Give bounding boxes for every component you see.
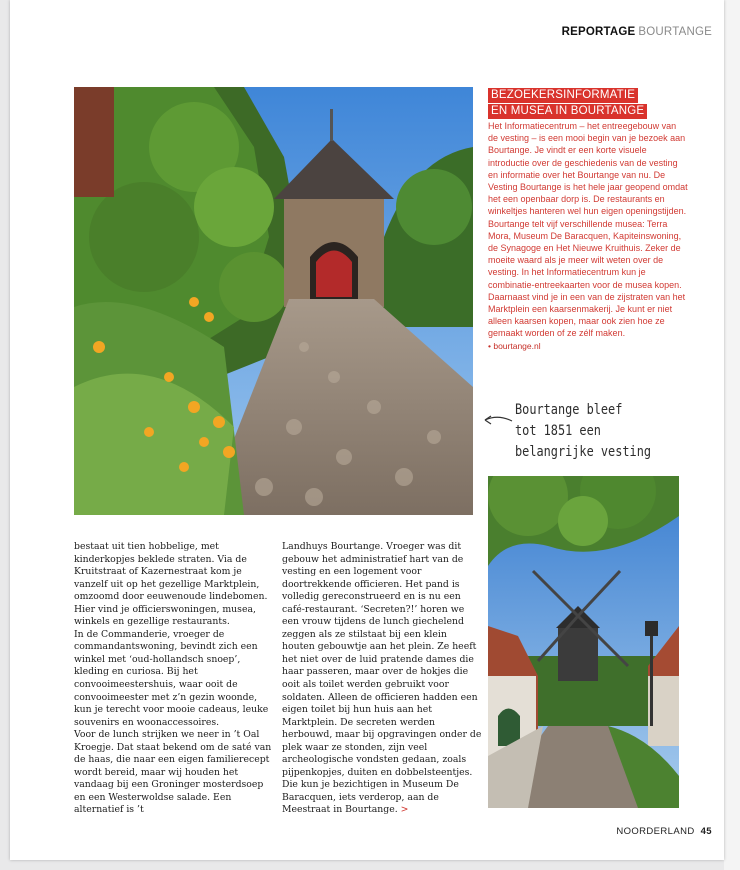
quote-line-3: belangrijke vesting	[515, 444, 652, 460]
page-header	[562, 26, 712, 38]
windmill-photo	[488, 476, 679, 808]
body-text: Landhuys Bourtange. Vroeger was dit gebouw het administratief hart van de vesting en een logement voor doortrekkende officieren. Het pand is volledig gereconstrueerd en is nu een café-restaurant. ‘Secreten?!’ horen we een vrouw tijdens de lunch giechelend zeggen als ze stilstaat bij een klein houten gebouwtje aan het plein. Ze heeft het niet over de luid pratende dames die haar passeren, maar over de hokjes die ooit als toilet werden gebruikt voor soldaten. Alleen de officieren hadden een eigen toilet bij hun huis aan het Marktplein. De secreten werden herbouwd, maar bij opgravingen onder de plek waar ze stonden, zijn veel archeologische vondsten gedaan, zoals pijpenkopjes, duiten en dobbelsteentjes. Die kun je bezichtigen in Museum De Baracquen, iets verderop, aan de Meestraat in Bourtange.	[282, 541, 482, 816]
fortress-gate-photo	[74, 87, 473, 515]
visitor-info-box	[488, 88, 688, 352]
section-label: REPORTAGE	[561, 26, 636, 38]
quote-line-1: Bourtange bleef	[515, 402, 623, 418]
page-footer	[616, 826, 712, 837]
info-paragraph-2: Bourtange telt vijf verschillende musea: Terra Mora, Museum De Baracquen, Kapiteinswoning, de Synagoge en Het Nieuwe Kruithuis. Zeker de moeite waard als je meer wilt weten over de vesting. In het Informatiecentrum kun je combinatie-entreekaarten voor de musea kopen. Daarnaast vind je in een van de zijstraten van het Marktplein een kaarsenmakerij. Je kunt er niet alleen kaarsen kopen, maar ook zien hoe ze gemaakt worden of ze zélf maken.	[488, 218, 686, 339]
info-title-line-1: BEZOEKERSINFORMATIE	[488, 88, 638, 103]
body-paragraph: bestaat uit tien hobbelige, met kinderkopjes beklede straten. Via de Kruitstraat of Kazernestraat kom je vanzelf uit op het gezellige Marktplein, omzoomd door eeuwenoude lindebomen. Hier vind je officierswoningen, musea, winkels en gezellige restaurants.	[74, 541, 268, 628]
quote-line-2: tot 1851 een	[515, 423, 601, 439]
body-column-2	[282, 541, 482, 817]
continue-marker: >	[400, 804, 409, 816]
arrow-left-icon	[482, 412, 514, 428]
info-link[interactable]: • bourtange.nl	[488, 340, 541, 351]
body-paragraph: In de Commanderie, vroeger de commandantswoning, bevindt zich een winkel met ‘oud-hollandsch snoep’, kleding en curiosa. Bij het convooimeestershuis, waar ooit de convooimeester met z’n gezin woonde, kun je terecht voor mooie cadeaus, leuke souvenirs en woonaccessoires.	[74, 628, 269, 728]
body-column-1	[74, 541, 274, 817]
info-paragraph-1: Het Informatiecentrum – het entreegebouw van de vesting – is een mooi begin van je bezoek aan Bourtange. Je vindt er een korte visuele introductie over de geschiedenis van de vesting en informatie over het Bourtange van nu. De Vesting Bourtange is het hele jaar geopend omdat het een openbaar dorp is. De restaurants en winkeltjes hanteren wel hun eigen openingstijden.	[488, 121, 688, 217]
magazine-name: NOORDERLAND	[616, 826, 695, 837]
page-number: 45	[700, 826, 712, 837]
topic-label: BOURTANGE	[638, 26, 712, 38]
body-paragraph: Voor de lunch strijken we neer in ’t Oal Kroegje. Dat staat bekend om de saté van de haas, die naar een eigen familierecept wordt bereid, maar wij houden het vandaag bij een Groninger mosterdsoep en een Westerwoldse salade. Een alternatief is ’t	[74, 729, 272, 816]
body-paragraph	[282, 541, 482, 817]
pull-quote	[515, 400, 671, 463]
info-title-line-2: EN MUSEA IN BOURTANGE	[488, 104, 647, 119]
page-edge-shadow	[724, 0, 740, 870]
